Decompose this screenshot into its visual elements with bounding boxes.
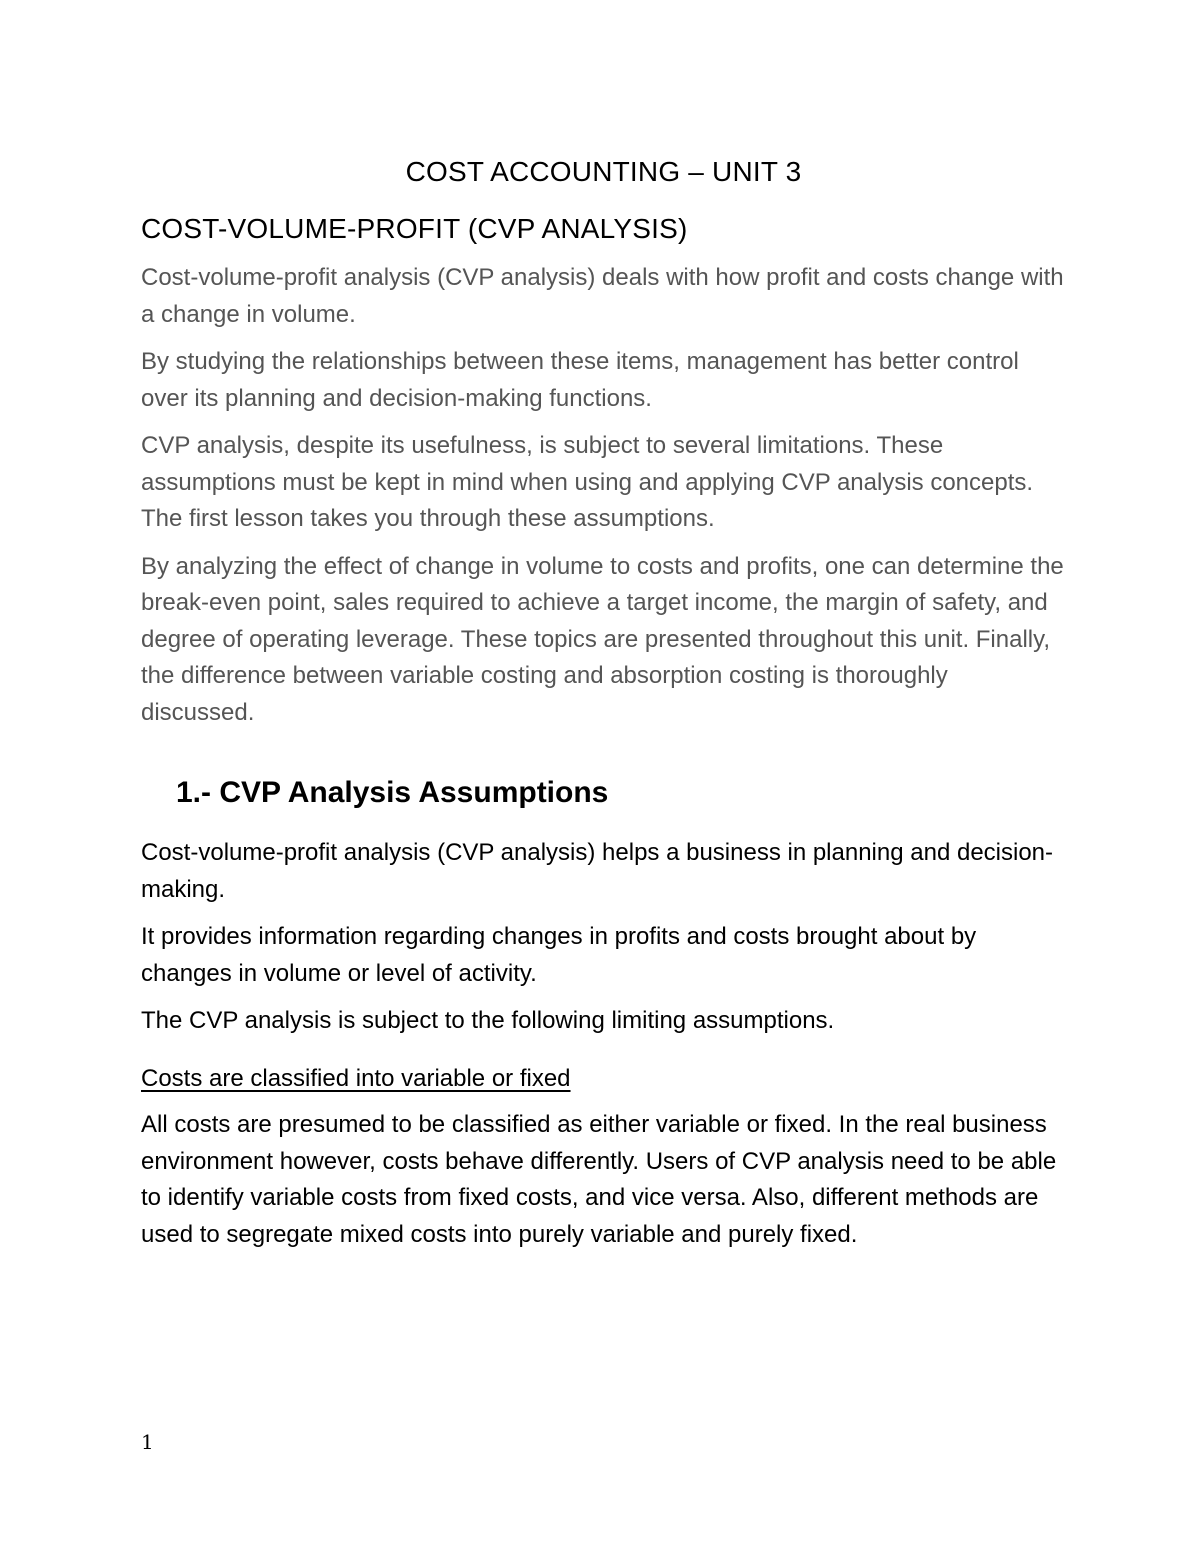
intro-paragraph: CVP analysis, despite its usefulness, is subject to several limitations. These assumptions must be kept in mind when using and applying CVP analysis concepts. The first lesson takes you through these assumptions. (141, 432, 1034, 532)
assumption-heading: Costs are classified into variable or fixed (141, 1064, 571, 1092)
body-paragraph: The CVP analysis is subject to the following limiting assumptions. (141, 1007, 835, 1034)
document-title: COST ACCOUNTING – UNIT 3 (405, 156, 802, 187)
intro-paragraph: By studying the relationships between these items, management has better control over its planning and decision-making functions. (141, 348, 1019, 412)
intro-paragraph: By analyzing the effect of change in volume to costs and profits, one can determine the break-even point, sales required to achieve a target income, the margin of safety, and degree of operating leverage. These topics are presented throughout this unit. Finally, the difference between variable costing and absorption costing is thoroughly discussed. (141, 552, 1064, 726)
page-content (141, 152, 1066, 1264)
body-paragraph: Cost-volume-profit analysis (CVP analysis) helps a business in planning and decision-making. (141, 839, 1054, 903)
page-number: 1 (141, 1430, 154, 1454)
subsection-heading: 1.- CVP Analysis Assumptions (176, 776, 609, 809)
section-title: COST-VOLUME-PROFIT (CVP ANALYSIS) (141, 213, 688, 244)
assumption-paragraph: All costs are presumed to be classified as either variable or fixed. In the real business environment however, costs behave differently. Users of CVP analysis need to be able to identify variable costs from fixed costs, and vice versa. Also, different methods are used to segregate mixed costs into purely variable and purely fixed. (141, 1111, 1057, 1248)
intro-paragraph: Cost-volume-profit analysis (CVP analysis) deals with how profit and costs change with a change in volume. (141, 264, 1064, 328)
body-paragraph: It provides information regarding changes in profits and costs brought about by changes in volume or level of activity. (141, 923, 977, 987)
